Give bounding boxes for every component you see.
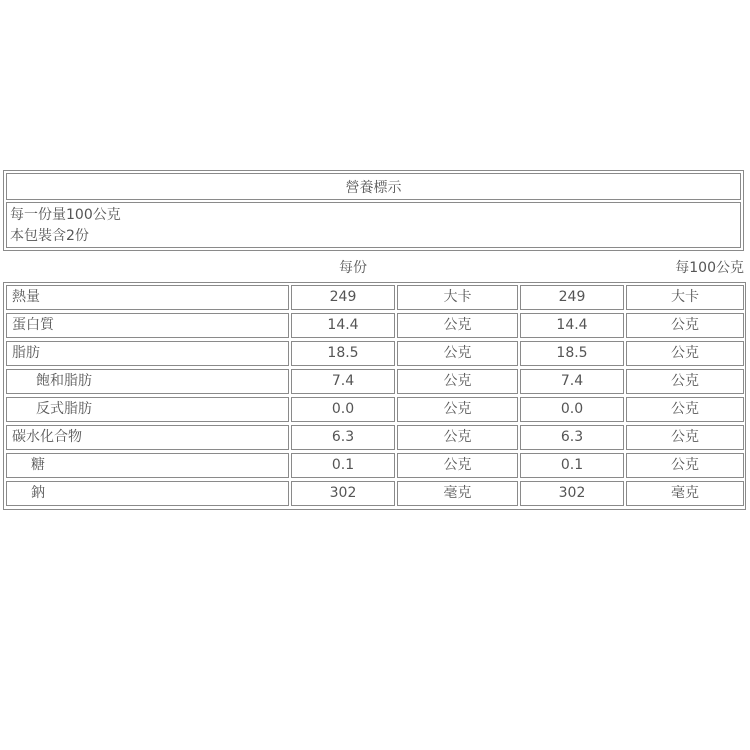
per-100g-value: 0.0 bbox=[520, 397, 624, 422]
nutrient-name: 鈉 bbox=[6, 481, 289, 506]
per-100g-value: 7.4 bbox=[520, 369, 624, 394]
per-serving-value: 7.4 bbox=[291, 369, 395, 394]
per-100g-unit: 公克 bbox=[626, 453, 744, 478]
per-serving-unit: 大卡 bbox=[397, 285, 518, 310]
serving-info bbox=[6, 202, 741, 248]
per-serving-header: 每份 bbox=[339, 260, 367, 276]
per-100g-value: 0.1 bbox=[520, 453, 624, 478]
per-100g-unit: 公克 bbox=[626, 369, 744, 394]
servings-per-package: 本包裝含2份 bbox=[10, 228, 89, 244]
per-serving-unit: 公克 bbox=[397, 397, 518, 422]
label-title bbox=[6, 173, 741, 200]
per-100g-value: 18.5 bbox=[520, 341, 624, 366]
nutrient-name: 碳水化合物 bbox=[6, 425, 289, 450]
per-serving-value: 302 bbox=[291, 481, 395, 506]
nutrient-name: 蛋白質 bbox=[6, 313, 289, 338]
nutrient-name: 反式脂肪 bbox=[6, 397, 289, 422]
per-100g-unit: 公克 bbox=[626, 397, 744, 422]
per-serving-unit: 公克 bbox=[397, 341, 518, 366]
nutrient-name: 飽和脂肪 bbox=[6, 369, 289, 394]
per-serving-value: 18.5 bbox=[291, 341, 395, 366]
per-100g-value: 302 bbox=[520, 481, 624, 506]
per-serving-unit: 公克 bbox=[397, 453, 518, 478]
nutrient-name: 脂肪 bbox=[6, 341, 289, 366]
per-100g-unit: 公克 bbox=[626, 425, 744, 450]
label-title-text: 營養標示 bbox=[345, 179, 402, 196]
per-100g-unit: 公克 bbox=[626, 313, 744, 338]
per-serving-unit: 毫克 bbox=[397, 481, 518, 506]
per-serving-unit: 公克 bbox=[397, 369, 518, 394]
nutrition-label-header-box bbox=[3, 170, 744, 251]
per-serving-value: 0.1 bbox=[291, 453, 395, 478]
per-serving-value: 0.0 bbox=[291, 397, 395, 422]
per-serving-value: 6.3 bbox=[291, 425, 395, 450]
per-serving-value: 14.4 bbox=[291, 313, 395, 338]
per-100g-unit: 大卡 bbox=[626, 285, 744, 310]
per-100g-unit: 毫克 bbox=[626, 481, 744, 506]
nutrient-table bbox=[3, 282, 746, 510]
nutrient-name: 糖 bbox=[6, 453, 289, 478]
nutrient-name: 熱量 bbox=[6, 285, 289, 310]
per-100g-unit: 公克 bbox=[626, 341, 744, 366]
per-serving-unit: 公克 bbox=[397, 313, 518, 338]
per-100g-header: 每100公克 bbox=[675, 260, 744, 276]
per-serving-value: 249 bbox=[291, 285, 395, 310]
per-serving-unit: 公克 bbox=[397, 425, 518, 450]
per-100g-value: 249 bbox=[520, 285, 624, 310]
serving-size: 每一份量100公克 bbox=[10, 207, 121, 223]
per-100g-value: 6.3 bbox=[520, 425, 624, 450]
per-100g-value: 14.4 bbox=[520, 313, 624, 338]
